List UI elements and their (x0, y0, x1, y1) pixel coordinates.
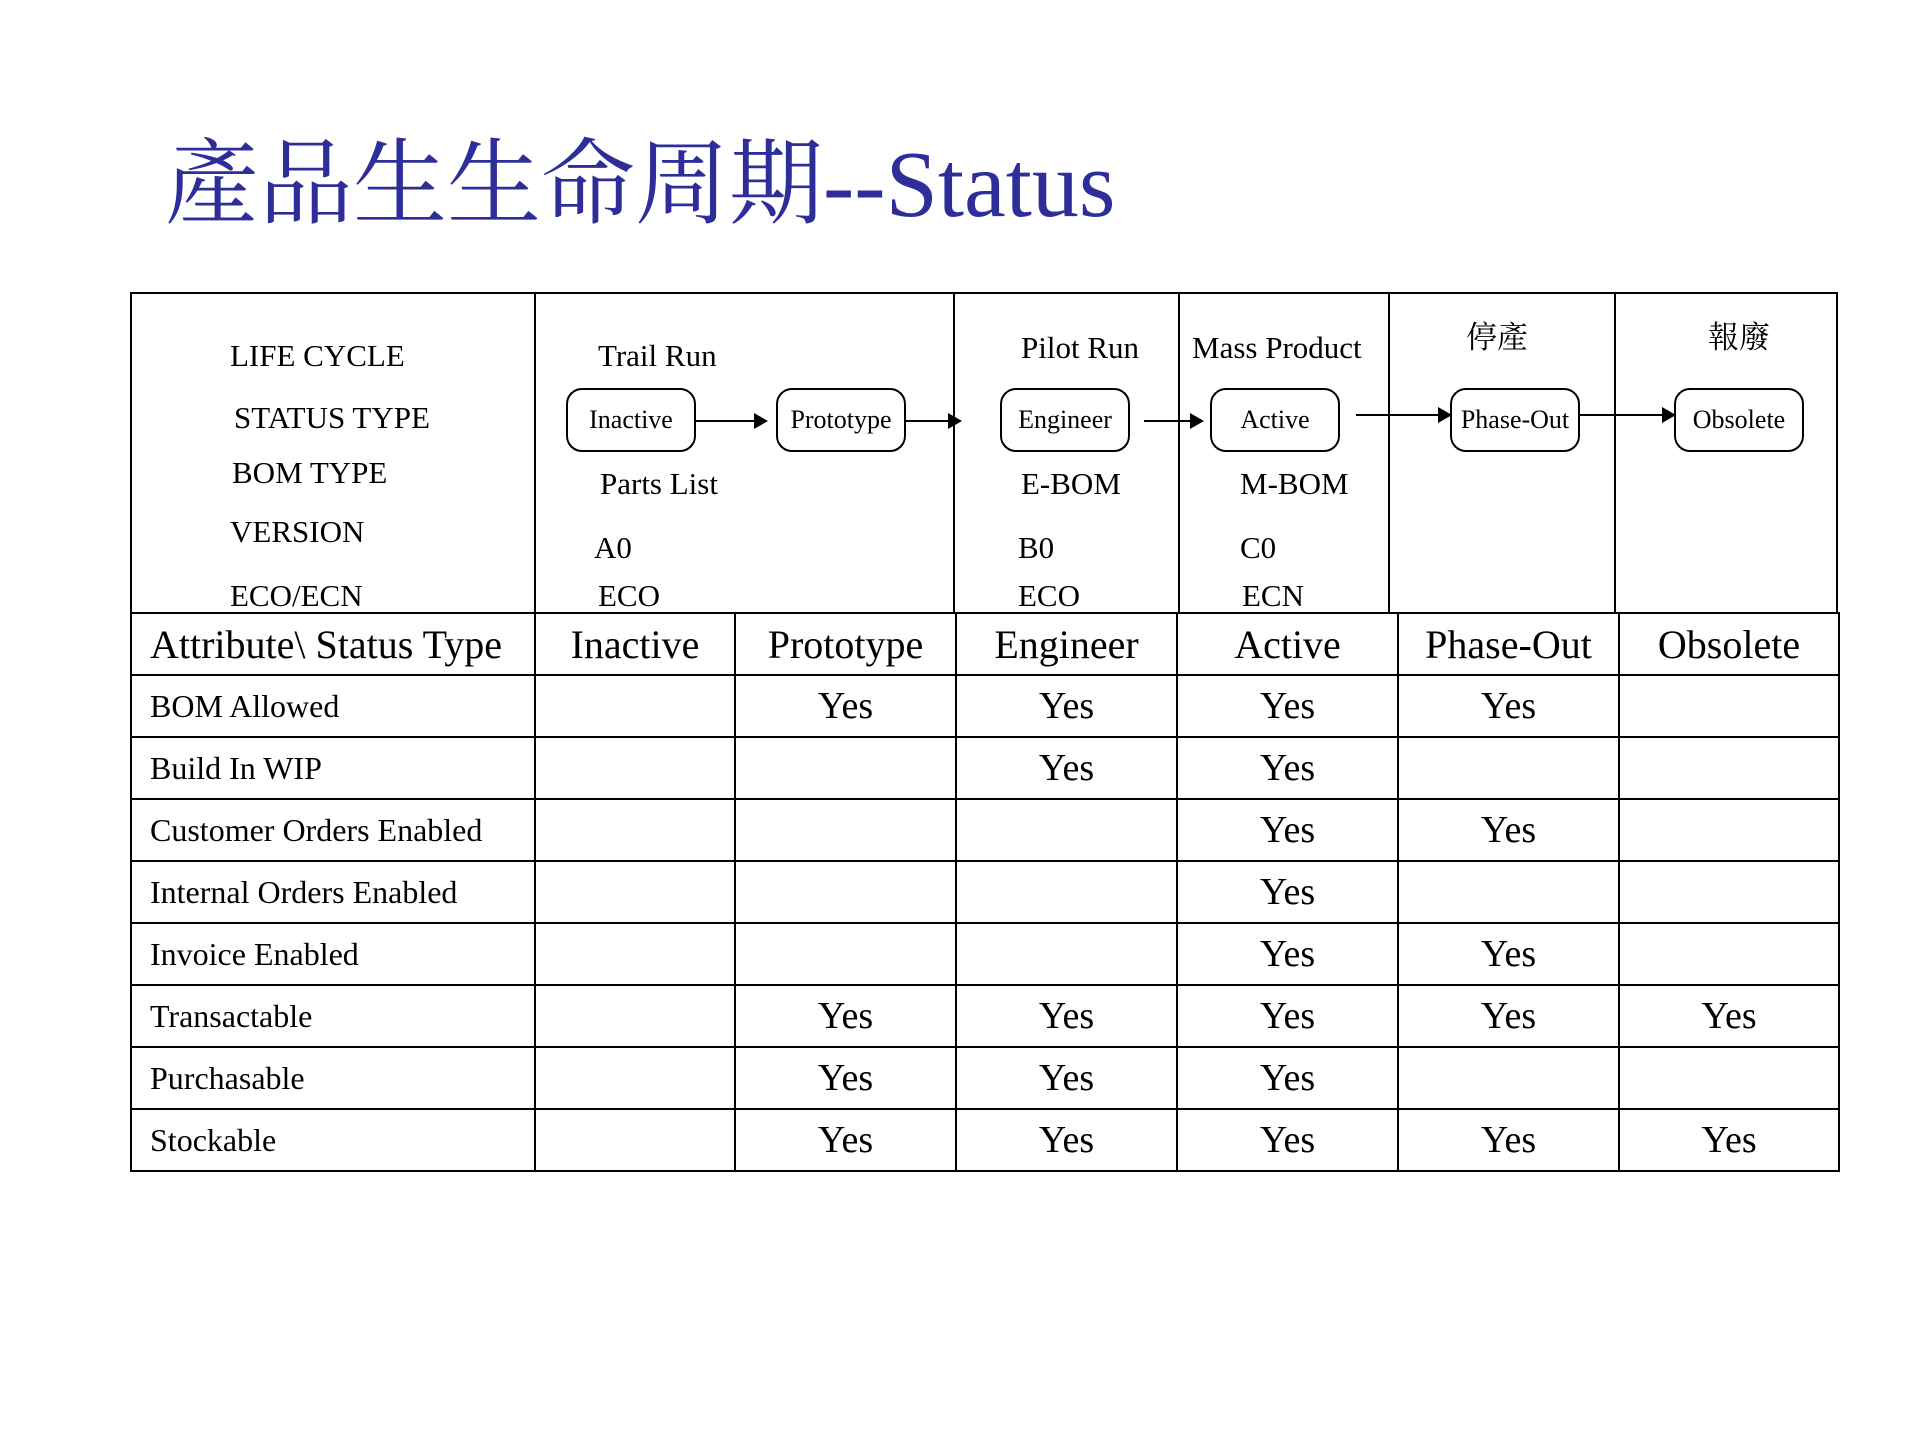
table-cell: Yes (956, 1047, 1177, 1109)
table-cell: Yes (956, 1109, 1177, 1171)
table-cell (1619, 799, 1839, 861)
table-cell (535, 1047, 735, 1109)
phase-pilot-run: Pilot Run (1021, 330, 1140, 365)
table-cell (956, 799, 1177, 861)
table-cell (735, 861, 956, 923)
status-node-active: Active (1210, 388, 1340, 452)
table-cell: Yes (1177, 675, 1398, 737)
table-cell (735, 799, 956, 861)
table-cell (1398, 1047, 1619, 1109)
attribute-label: BOM Allowed (131, 675, 535, 737)
table-cell (535, 799, 735, 861)
table-cell: Yes (1177, 861, 1398, 923)
table-row (131, 861, 1839, 923)
table-cell (1619, 675, 1839, 737)
table-cell: Yes (1177, 737, 1398, 799)
table-cell: Yes (735, 1047, 956, 1109)
bom-type-e-bom: E-BOM (1021, 466, 1121, 501)
label-life-cycle: LIFE CYCLE (230, 338, 405, 373)
column-divider (1178, 294, 1180, 612)
table-cell: Yes (1398, 985, 1619, 1047)
table-cell (535, 923, 735, 985)
header-active: Active (1177, 613, 1398, 675)
ecn-mass-product: ECN (1242, 578, 1304, 613)
bom-type-parts-list: Parts List (600, 466, 718, 501)
arrow-icon (1144, 420, 1202, 422)
table-cell (1398, 737, 1619, 799)
attribute-label: Invoice Enabled (131, 923, 535, 985)
status-node-prototype: Prototype (776, 388, 906, 452)
table-cell: Yes (1619, 1109, 1839, 1171)
table-cell (1619, 923, 1839, 985)
attribute-label: Stockable (131, 1109, 535, 1171)
table-cell: Yes (1177, 1047, 1398, 1109)
attribute-label: Build In WIP (131, 737, 535, 799)
version-b0: B0 (1018, 530, 1055, 565)
table-cell: Yes (1177, 799, 1398, 861)
status-node-engineer: Engineer (1000, 388, 1130, 452)
column-divider (953, 294, 955, 612)
arrow-icon (696, 420, 766, 422)
attribute-label: Transactable (131, 985, 535, 1047)
header-inactive: Inactive (535, 613, 735, 675)
table-row (131, 1109, 1839, 1171)
label-eco-ecn: ECO/ECN (230, 578, 363, 613)
table-cell (535, 861, 735, 923)
table-row (131, 799, 1839, 861)
table-cell (535, 1109, 735, 1171)
lifecycle-diagram (130, 292, 1838, 614)
table-cell (1619, 1047, 1839, 1109)
table-cell: Yes (1398, 799, 1619, 861)
attribute-label: Customer Orders Enabled (131, 799, 535, 861)
table-cell (1619, 861, 1839, 923)
table-cell: Yes (735, 675, 956, 737)
table-cell (535, 675, 735, 737)
table-cell: Yes (956, 675, 1177, 737)
table-cell: Yes (956, 985, 1177, 1047)
table-row (131, 923, 1839, 985)
table-cell (535, 985, 735, 1047)
table-cell (535, 737, 735, 799)
table-row (131, 675, 1839, 737)
arrow-icon (906, 420, 960, 422)
version-c0: C0 (1240, 530, 1277, 565)
header-obsolete: Obsolete (1619, 613, 1839, 675)
slide-title: 產品生生命周期--Status (165, 133, 1116, 237)
table-cell: Yes (1177, 923, 1398, 985)
status-node-obsolete: Obsolete (1674, 388, 1804, 452)
table-cell: Yes (1398, 1109, 1619, 1171)
table-cell: Yes (1619, 985, 1839, 1047)
eco-trail-run: ECO (598, 578, 660, 613)
table-cell: Yes (735, 985, 956, 1047)
arrow-icon (1356, 414, 1450, 416)
attribute-label: Purchasable (131, 1047, 535, 1109)
attribute-label: Internal Orders Enabled (131, 861, 535, 923)
status-attribute-table (130, 612, 1840, 1172)
phase-scrapped: 報廢 (1708, 320, 1770, 355)
table-header-row (131, 613, 1839, 675)
table-cell: Yes (1398, 675, 1619, 737)
table-row (131, 737, 1839, 799)
table-cell: Yes (1177, 1109, 1398, 1171)
label-bom-type: BOM TYPE (232, 455, 388, 490)
phase-mass-product: Mass Product (1192, 330, 1362, 365)
table-cell (956, 861, 1177, 923)
phase-discontinued: 停產 (1466, 320, 1528, 355)
table-row (131, 1047, 1839, 1109)
table-cell: Yes (956, 737, 1177, 799)
header-engineer: Engineer (956, 613, 1177, 675)
table-cell: Yes (1398, 923, 1619, 985)
column-divider (1614, 294, 1616, 612)
table-row (131, 985, 1839, 1047)
table-cell (735, 923, 956, 985)
phase-trail-run: Trail Run (598, 338, 717, 373)
table-cell (1619, 737, 1839, 799)
label-version: VERSION (230, 514, 365, 549)
version-a0: A0 (594, 530, 632, 565)
label-status-type: STATUS TYPE (234, 400, 430, 435)
status-node-inactive: Inactive (566, 388, 696, 452)
table-cell (956, 923, 1177, 985)
arrow-icon (1580, 414, 1674, 416)
header-attribute: Attribute\ Status Type (131, 613, 535, 675)
table-cell: Yes (1177, 985, 1398, 1047)
table-cell (1398, 861, 1619, 923)
status-node-phase-out: Phase-Out (1450, 388, 1580, 452)
eco-pilot-run: ECO (1018, 578, 1080, 613)
table-cell (735, 737, 956, 799)
table-cell: Yes (735, 1109, 956, 1171)
header-prototype: Prototype (735, 613, 956, 675)
bom-type-m-bom: M-BOM (1240, 466, 1349, 501)
column-divider (1388, 294, 1390, 612)
column-divider (534, 294, 536, 612)
header-phase-out: Phase-Out (1398, 613, 1619, 675)
